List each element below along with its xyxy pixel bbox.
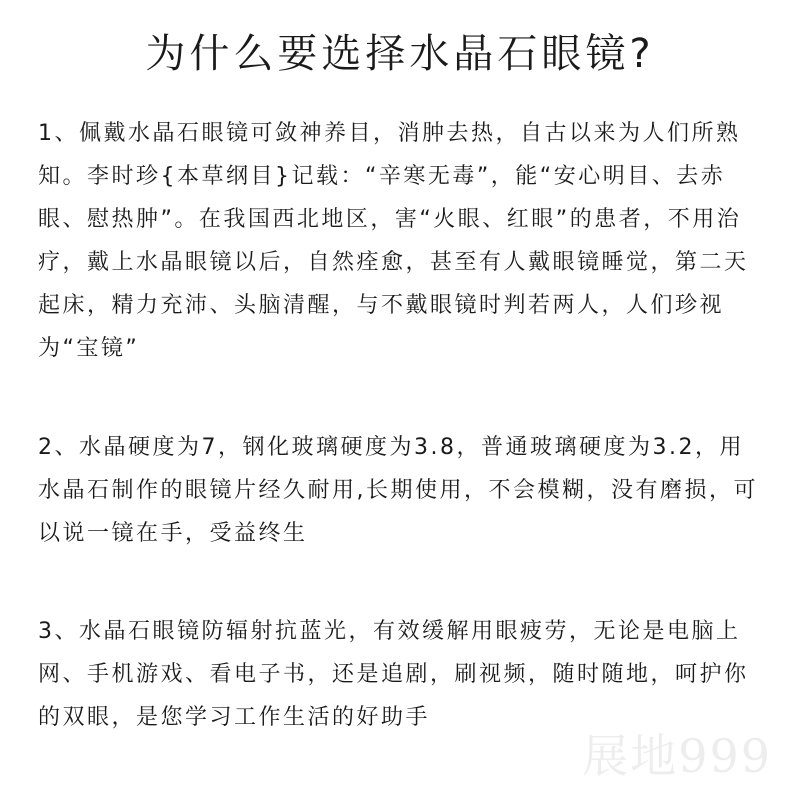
paragraph-3: 3、水晶石眼镜防辐射抗蓝光，有效缓解用眼疲劳，无论是电脑上网、手机游戏、看电子书，还是追剧，刷视频，随时随地，呵护你的双眼，是您学习工作生活的好助手	[38, 619, 749, 730]
watermark: 展地999	[582, 729, 772, 783]
paragraph-2: 2、水晶硬度为7，钢化玻璃硬度为3.8，普通玻璃硬度为3.2，用水晶石制作的眼镜片经久耐用,长期使用，不会模糊，没有磨损，可以说一镜在手，受益终生	[38, 435, 758, 546]
paragraph-1: 1、佩戴水晶石眼镜可敛神养目，消肿去热，自古以来为人们所熟知。李时珍{本草纲目}记载：“辛寒无毒”，能“安心明目、去赤眼、慰热肿”。在我国西北地区，害“火眼、红眼”的患者，不用治疗，戴上水晶眼镜以后，自然痊愈，甚至有人戴眼镜睡觉，第二天起床，精力充沛、头脑清醒，与不戴眼镜时判若两人，人们珍视为“宝镜”	[38, 121, 749, 361]
page-title: 为什么要选择水晶石眼镜?	[145, 31, 655, 77]
